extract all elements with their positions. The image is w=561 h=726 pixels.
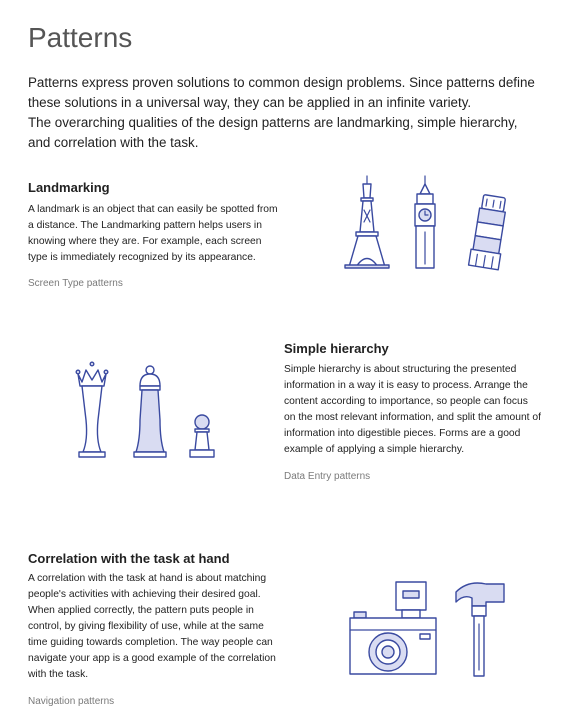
tools-illustration xyxy=(344,578,514,685)
screen-type-patterns-link[interactable]: Screen Type patterns xyxy=(28,278,123,289)
chess-illustration xyxy=(68,360,228,465)
hammer-icon xyxy=(456,583,504,676)
intro-text xyxy=(28,73,538,153)
section-body-simple-hierarchy: Simple hierarchy is about structuring the presented information in a way it is easy to process. Arrange the content according to importance, so people can focus on the most relevant information, and split the amount of information into digestible pieces. Forms are a good example of applying a simple hierarchy. xyxy=(284,364,541,455)
data-entry-patterns-link[interactable]: Data Entry patterns xyxy=(284,471,371,482)
intro-paragraph: Patterns express proven solutions to common design problems. Since patterns define these solutions in a universal way, they can be applied in an infinite variety. xyxy=(28,75,535,110)
pawn-chess-icon xyxy=(190,415,214,457)
leaning-tower-icon xyxy=(469,194,510,270)
landmarks-illustration xyxy=(330,172,530,277)
camera-icon xyxy=(350,582,436,674)
page-title: Patterns xyxy=(28,22,133,53)
queen-chess-icon xyxy=(134,366,166,457)
king-chess-icon xyxy=(76,362,108,457)
big-ben-icon xyxy=(415,176,435,268)
eiffel-tower-icon xyxy=(345,176,389,268)
section-title-simple-hierarchy: Simple hierarchy xyxy=(284,341,389,356)
navigation-patterns-link[interactable]: Navigation patterns xyxy=(28,696,115,707)
section-body-landmarking: A landmark is an object that can easily be spotted from a distance. The Landmarking pattern helps users in knowing where they are. For example, each screen type is immediately recognized by its appearance. xyxy=(28,204,278,263)
section-title-landmarking: Landmarking xyxy=(28,180,110,195)
section-title-correlation: Correlation with the task at hand xyxy=(28,551,230,566)
intro-paragraph: The overarching qualities of the design patterns are landmarking, simple hierarchy, and correlation with the task. xyxy=(28,115,518,150)
section-body-correlation: A correlation with the task at hand is about matching people's activities with achieving their desired goal. When applied correctly, the pattern puts people in control, by giving flexibility of use, while at the same time guiding towards completion. The way people can navigate your app is a good example of the correlation with the task. xyxy=(28,573,276,680)
